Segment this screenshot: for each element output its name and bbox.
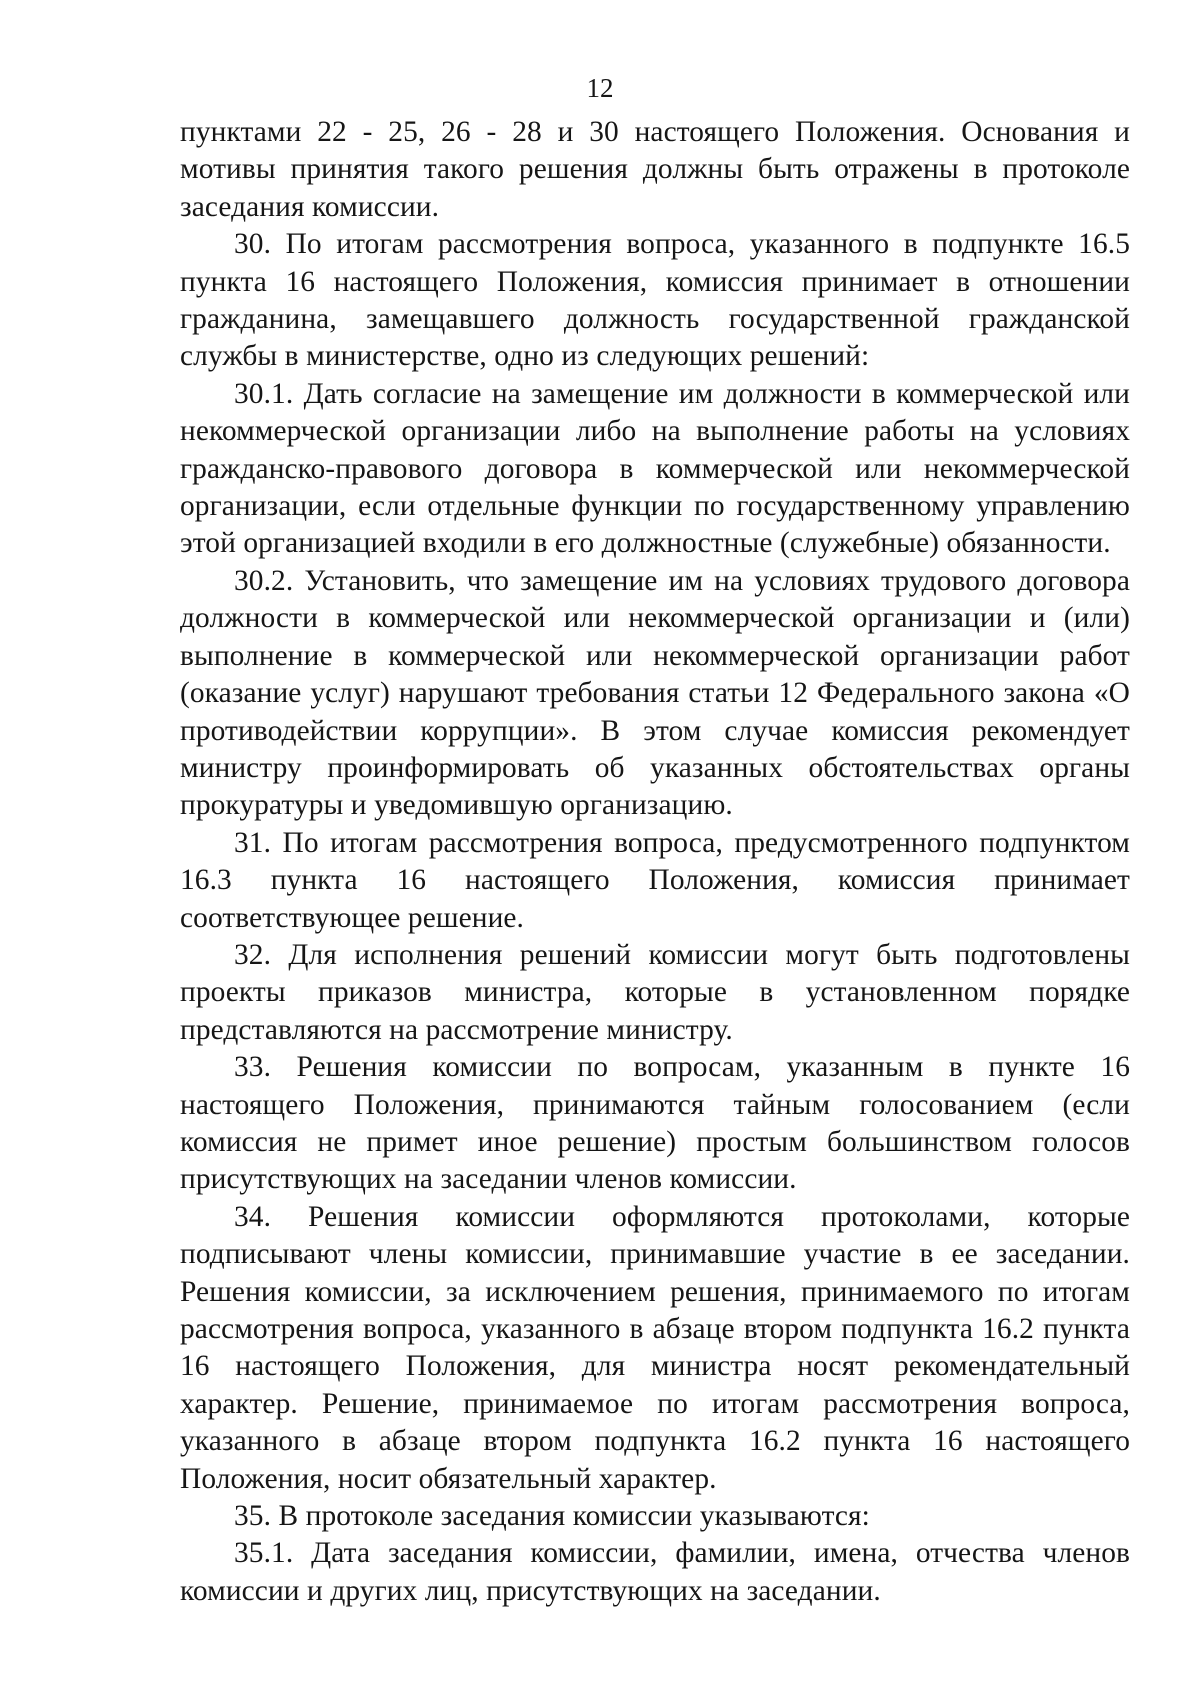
paragraph-35-1: 35.1. Дата заседания комиссии, фамилии, имена, отчества членов комиссии и других лиц, присутствующих на заседании. [180,1537,1130,1607]
page-number: 12 [586,73,614,103]
paragraph-31: 31. По итогам рассмотрения вопроса, предусмотренного подпунктом 16.3 пункта 16 настоящего Положения, комиссия принимает соответствующее решение. [180,826,1130,934]
paragraph-30: 30. По итогам рассмотрения вопроса, указанного в подпункте 16.5 пункта 16 настоящего Положения, комиссия принимает в отношении гражданина, замещавшего должность государственной гражданской службы в министерстве, одно из следующих решений: [180,228,1130,373]
paragraph-30-1: 30.1. Дать согласие на замещение им должности в коммерческой или некоммерческой организации либо на выполнение работы на условиях гражданско-правового договора в коммерческой или некоммерческой организации, если отдельные функции по государственному управлению этой организацией входили в его должностные (служебные) обязанности. [180,377,1130,560]
paragraph-32: 32. Для исполнения решений комиссии могут быть подготовлены проекты приказов министра, которые в установленном порядке представляются на рассмотрение министру. [180,938,1130,1046]
paragraph-30-2: 30.2. Установить, что замещение им на условиях трудового договора должности в коммерческой или некоммерческой организации и (или) выполнение в коммерческой или некоммерческой организации работ (оказание услуг) нарушают требования статьи 12 Федерального закона «О противодействии коррупции». В этом случае комиссия рекомендует министру проинформировать об указанных обстоятельствах органы прокуратуры и уведомившую организацию. [180,564,1130,822]
paragraph-35: 35. В протоколе заседания комиссии указываются: [234,1500,870,1533]
paragraph-continuation: пунктами 22 - 25, 26 - 28 и 30 настоящего Положения. Основания и мотивы принятия такого решения должны быть отражены в протоколе заседания комиссии. [180,116,1130,223]
paragraph-34: 34. Решения комиссии оформляются протоколами, которые подписывают члены комиссии, принимавшие участие в ее заседании. Решения комиссии, за исключением решения, принимаемого по итогам рассмотрения вопроса, указанного в абзаце втором подпункта 16.2 пункта 16 настоящего Положения, для министра носят рекомендательный характер. Решение, принимаемое по итогам рассмотрения вопроса, указанного в абзаце втором подпункта 16.2 пункта 16 настоящего Положения, носит обязательный характер. [180,1200,1130,1495]
paragraph-33: 33. Решения комиссии по вопросам, указанным в пункте 16 настоящего Положения, принимаются тайным голосованием (если комиссия не примет иное решение) простым большинством голосов присутствующих на заседании членов комиссии. [180,1051,1130,1196]
document-body [180,114,1130,1610]
